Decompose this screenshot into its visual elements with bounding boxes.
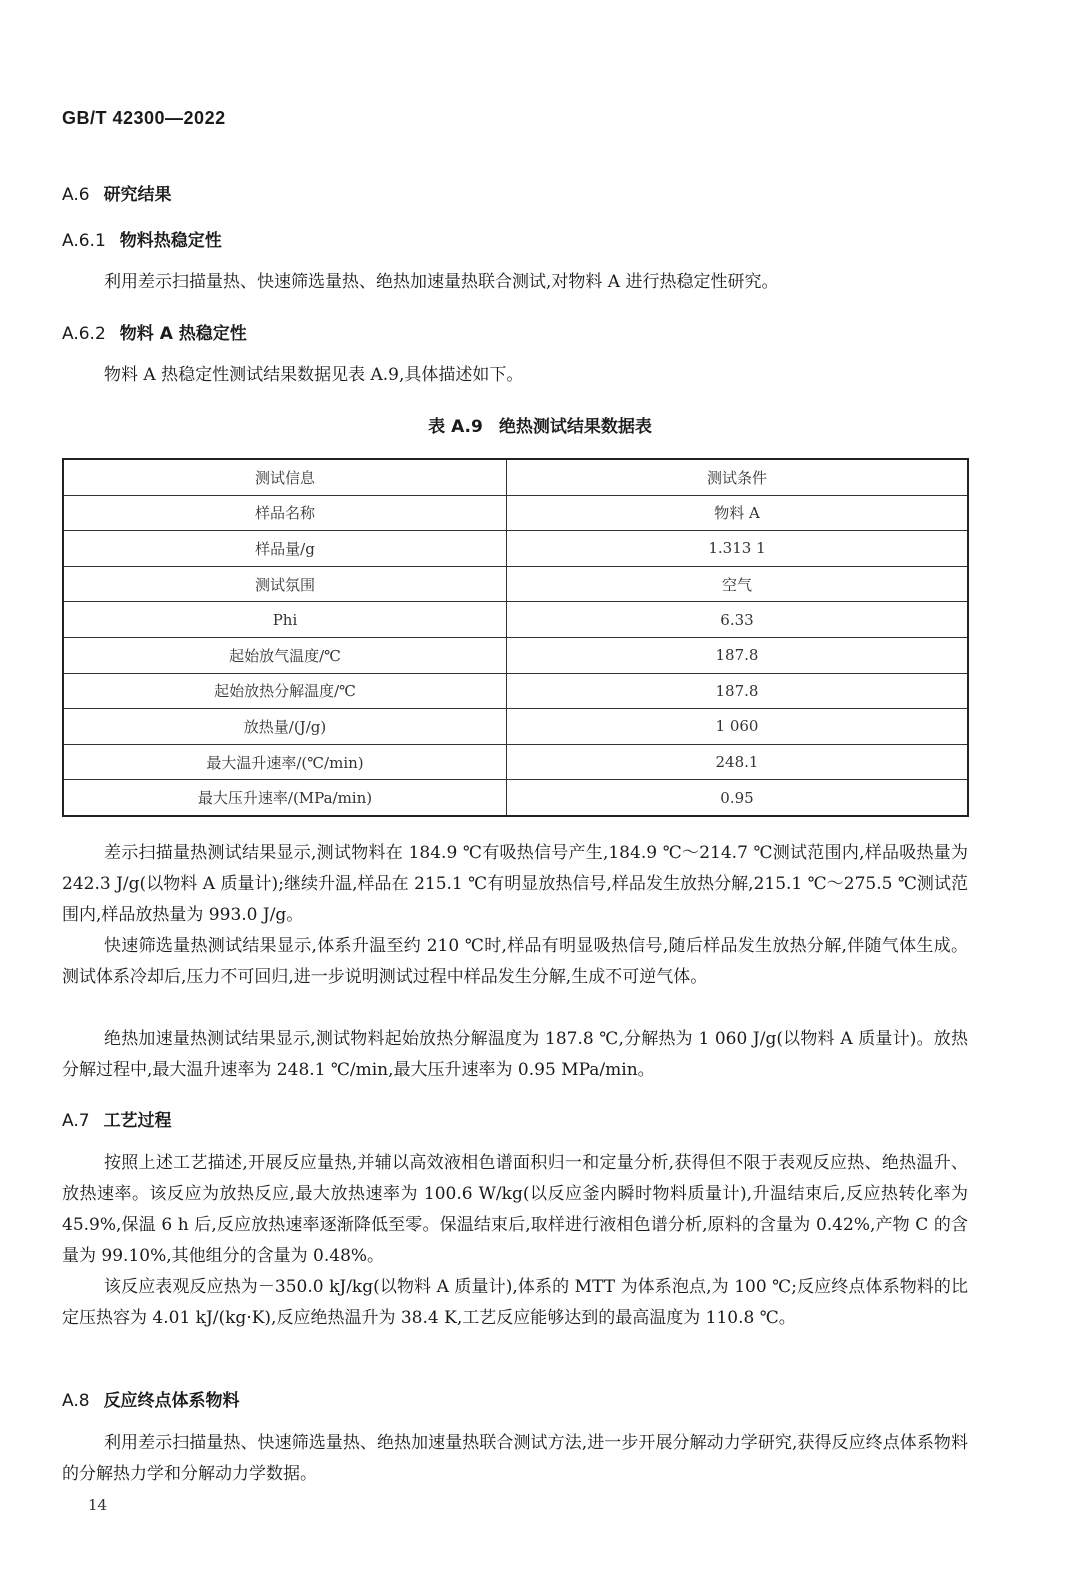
section-title: 物料热稳定性 bbox=[119, 231, 222, 251]
table-row bbox=[63, 495, 968, 531]
table-cell-label: 最大温升速率/(℃/min) bbox=[63, 744, 507, 780]
table-cell-value: 187.8 bbox=[507, 637, 969, 673]
table-cell-label: 测试氛围 bbox=[63, 566, 507, 602]
table-row bbox=[63, 709, 968, 745]
section-number: A.6.2 bbox=[62, 324, 106, 344]
paragraph-process-2: 该反应表观反应热为－350.0 kJ/kg(以物料 A 质量计),体系的 MTT 为体系泡点,为 100 ℃;反应终点体系物料的比定压热容为 4.01 kJ/(kg·K),反应绝热温升为 38.4 K,工艺反应能够达到的最高温度为 110.8 ℃。 bbox=[62, 1277, 968, 1328]
section-heading-a7 bbox=[62, 1106, 172, 1131]
section-number: A.7 bbox=[62, 1111, 90, 1131]
table-row bbox=[63, 602, 968, 638]
table-row bbox=[63, 673, 968, 709]
paragraph-arc-result: 绝热加速量热测试结果显示,测试物料起始放热分解温度为 187.8 ℃,分解热为 1 060 J/g(以物料 A 质量计)。放热分解过程中,最大温升速率为 248.1 ℃/min,最大压升速率为 0.95 MPa/min。 bbox=[62, 1029, 968, 1080]
table-cell-label: 起始放气温度/℃ bbox=[63, 637, 507, 673]
section-heading-a6 bbox=[62, 180, 172, 205]
paragraph-a62-intro: 物料 A 热稳定性测试结果数据见表 A.9,具体描述如下。 bbox=[104, 365, 524, 385]
section-number: A.6 bbox=[62, 185, 90, 205]
table-row bbox=[63, 637, 968, 673]
section-number: A.8 bbox=[62, 1391, 90, 1411]
table-cell-label: 样品量/g bbox=[63, 531, 507, 567]
table-cell-label: 样品名称 bbox=[63, 495, 507, 531]
table-row bbox=[63, 531, 968, 567]
table-row bbox=[63, 780, 968, 816]
table-header-row bbox=[63, 459, 968, 495]
table-cell-value: 6.33 bbox=[507, 602, 969, 638]
table-header-cell: 测试信息 bbox=[63, 459, 507, 495]
table-caption-title: 绝热测试结果数据表 bbox=[498, 417, 652, 437]
paragraph-dsc-result: 差示扫描量热测试结果显示,测试物料在 184.9 ℃有吸热信号产生,184.9 ℃～214.7 ℃测试范围内,样品吸热量为 242.3 J/g(以物料 A 质量计);继续升温,样品在 215.1 ℃有明显放热信号,样品发生放热分解,215.1 ℃～275.5 ℃测试范围内,样品放热量为 993.0 J/g。 bbox=[62, 843, 968, 925]
section-title: 反应终点体系物料 bbox=[103, 1391, 240, 1411]
table-cell-value: 187.8 bbox=[507, 673, 969, 709]
table-cell-value: 1.313 1 bbox=[507, 531, 969, 567]
section-title: 物料 A 热稳定性 bbox=[119, 324, 247, 344]
section-number: A.6.1 bbox=[62, 231, 106, 251]
table-cell-label: 起始放热分解温度/℃ bbox=[63, 673, 507, 709]
paragraph-process-1: 按照上述工艺描述,开展反应量热,并辅以高效液相色谱面积归一和定量分析,获得但不限于表观反应热、绝热温升、放热速率。该反应为放热反应,最大放热速率为 100.6 W/kg(以反应釜内瞬时物料质量计),升温结束后,反应热转化率为 45.9%,保温 6 h 后,反应放热速率逐渐降低至零。保温结束后,取样进行液相色谱分析,原料的含量为 0.42%,产物 C 的含量为 99.10%,其他组分的含量为 0.48%。 bbox=[62, 1153, 968, 1266]
table-cell-label: 放热量/(J/g) bbox=[63, 709, 507, 745]
paragraph-a8: 利用差示扫描量热、快速筛选量热、绝热加速量热联合测试方法,进一步开展分解动力学研究,获得反应终点体系物料的分解热力学和分解动力学数据。 bbox=[62, 1433, 968, 1484]
results-table bbox=[62, 458, 969, 817]
table-cell-value: 0.95 bbox=[507, 780, 969, 816]
page-number: 14 bbox=[88, 1496, 108, 1514]
table-caption bbox=[0, 412, 1080, 437]
table-cell-value: 248.1 bbox=[507, 744, 969, 780]
section-title: 研究结果 bbox=[103, 185, 172, 205]
paragraph-a61: 利用差示扫描量热、快速筛选量热、绝热加速量热联合测试,对物料 A 进行热稳定性研究。 bbox=[104, 272, 779, 292]
table-row bbox=[63, 566, 968, 602]
table-caption-number: 表 A.9 bbox=[428, 417, 483, 437]
section-heading-a8 bbox=[62, 1386, 240, 1411]
table-header-cell: 测试条件 bbox=[507, 459, 969, 495]
paragraph-screening-result: 快速筛选量热测试结果显示,体系升温至约 210 ℃时,样品有明显吸热信号,随后样品发生放热分解,伴随气体生成。测试体系冷却后,压力不可回归,进一步说明测试过程中样品发生分解,生成不可逆气体。 bbox=[62, 936, 968, 987]
section-heading-a61 bbox=[62, 226, 222, 251]
table-cell-label: 最大压升速率/(MPa/min) bbox=[63, 780, 507, 816]
table-cell-value: 空气 bbox=[507, 566, 969, 602]
table-cell-value: 1 060 bbox=[507, 709, 969, 745]
table-cell-label: Phi bbox=[63, 602, 507, 638]
standard-number: GB/T 42300—2022 bbox=[62, 108, 226, 128]
section-title: 工艺过程 bbox=[103, 1111, 172, 1131]
table-row bbox=[63, 744, 968, 780]
section-heading-a62 bbox=[62, 319, 247, 344]
table-cell-value: 物料 A bbox=[507, 495, 969, 531]
